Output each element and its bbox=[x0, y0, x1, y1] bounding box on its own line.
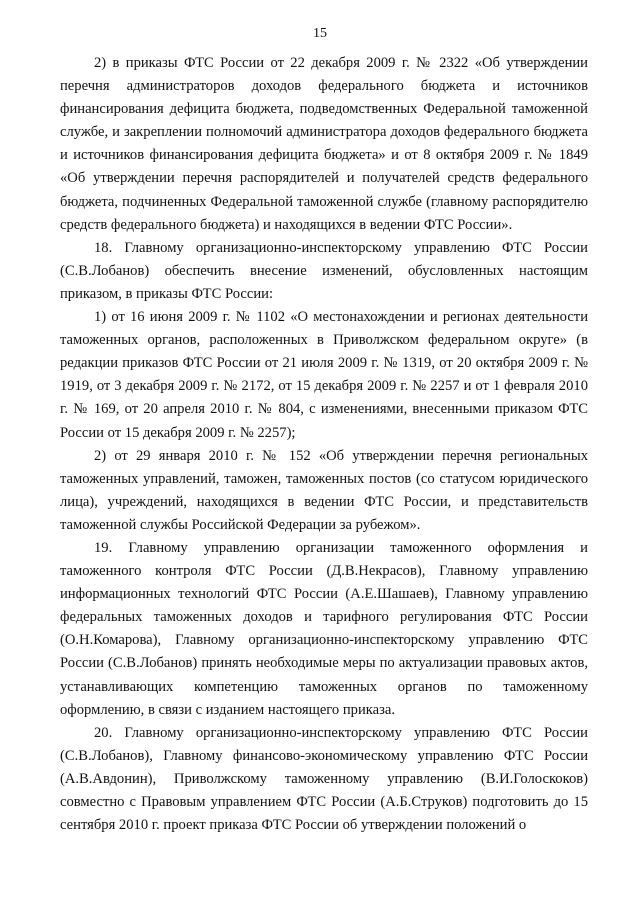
paragraph-18-item-1: 1) от 16 июня 2009 г. № 1102 «О местонахождении и регионах деятельности таможенных органов, расположенных в Приволжском федеральном округе» (в редакции приказов ФТС России от 21 июля 2009 г. № 1319, от 20 октября 2009 г. № 1919, от 3 декабря 2009 г. № 2172, от 15 декабря 2009 г. № 2257 и от 1 февраля 2010 г. № 169, от 20 апреля 2010 г. № 804, с изменениями, внесенными приказом ФТС России от 15 декабря 2009 г. № 2257); bbox=[60, 309, 588, 441]
page-number: 15 bbox=[313, 26, 327, 41]
paragraph-19: 19. Главному управлению организации таможенного оформления и таможенного контроля ФТС России (Д.В.Некрасов), Главному управлению информационных технологий ФТС России (А.Е.Шашаев), Главному управлению федеральных таможенных доходов и тарифного регулирования ФТС России (О.Н.Комарова), Главному организационно-инспекторскому управлению ФТС России (С.В.Лобанов) принять необходимые меры по актуализации правовых актов, устанавливающих компетенцию таможенных органов по таможенному оформлению, в связи с изданием настоящего приказа. bbox=[60, 539, 588, 718]
paragraph-20: 20. Главному организационно-инспекторскому управлению ФТС России (С.В.Лобанов), Главному финансово-экономическому управлению ФТС России (А.В.Авдонин), Приволжскому таможенному управлению (В.И.Голоскоков) совместно с Правовым управлением ФТС России (А.Б.Струков) подготовить до 15 сентября 2010 г. проект приказа ФТС России об утверждении положений о bbox=[60, 724, 588, 834]
paragraph-18-item-2: 2) от 29 января 2010 г. № 152 «Об утверждении перечня региональных таможенных управлений, таможен, таможенных постов (со статусом юридического лица), учреждений, находящихся в ведении ФТС России, и представительств таможенной службы Российской Федерации за рубежом». bbox=[60, 447, 588, 533]
paragraph-item-2: 2) в приказы ФТС России от 22 декабря 2009 г. № 2322 «Об утверждении перечня администраторов доходов федерального бюджета и источников финансирования дефицита бюджета, подведомственных Федеральной таможенной службе, и закреплении полномочий администратора доходов федерального бюджета и источников финансирования дефицита бюджета» и от 8 октября 2009 г. № 1849 «Об утверждении перечня распорядителей и получателей средств федерального бюджета, подчиненных Федеральной таможенной службе (главному распорядителю средств федерального бюджета) и находящихся в ведении ФТС России». bbox=[60, 55, 588, 233]
paragraph-18: 18. Главному организационно-инспекторскому управлению ФТС России (С.В.Лобанов) обеспечить внесение изменений, обусловленных настоящим приказом, в приказы ФТС России: bbox=[60, 239, 588, 302]
document-body bbox=[60, 52, 588, 837]
